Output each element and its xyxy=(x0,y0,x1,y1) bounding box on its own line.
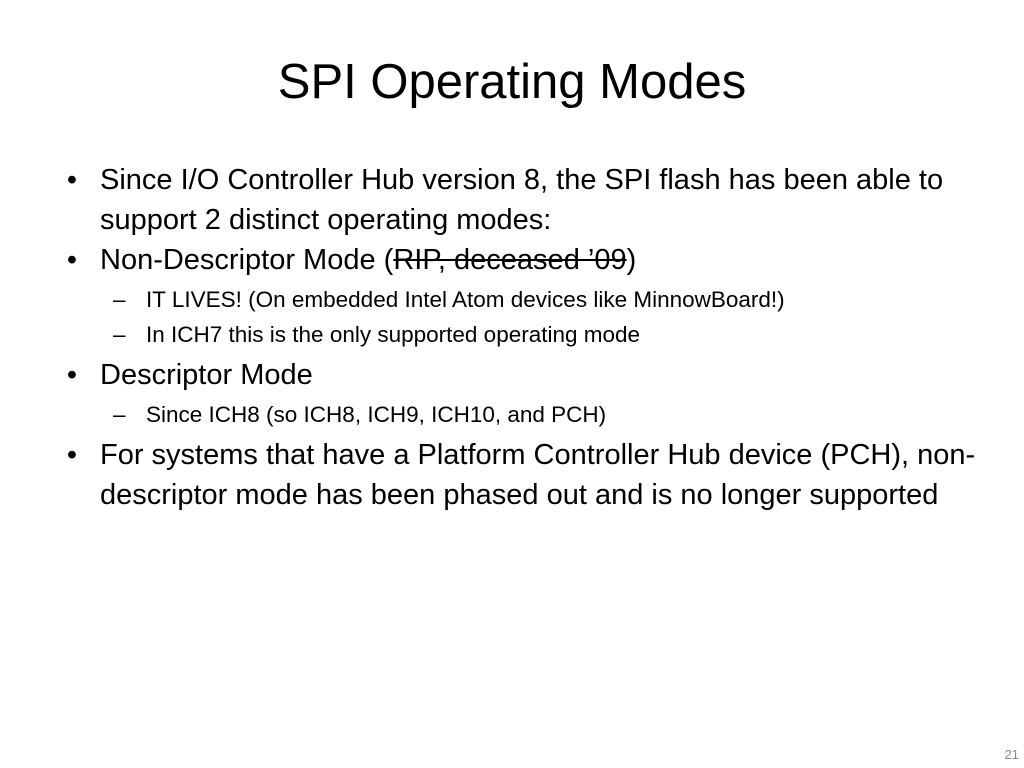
bullet-text-before: Non-Descriptor Mode ( xyxy=(100,244,394,276)
sub-bullet-item xyxy=(62,285,982,315)
sub-bullet-text: In ICH7 this is the only supported operating mode xyxy=(146,322,641,347)
bullet-item xyxy=(62,240,982,280)
dash-icon: – xyxy=(113,287,126,312)
bullet-icon: • xyxy=(66,244,78,276)
sub-bullet-item xyxy=(62,320,982,350)
dash-icon: – xyxy=(113,322,126,347)
slide-body xyxy=(62,160,982,515)
bullet-item xyxy=(62,355,982,395)
sub-bullet-text: Since ICH8 (so ICH8, ICH9, ICH10, and PCH) xyxy=(146,402,607,427)
bullet-icon: • xyxy=(66,359,78,391)
slide-title: SPI Operating Modes xyxy=(277,55,747,109)
bullet-item xyxy=(62,435,982,515)
strikethrough-text: RIP, deceased ’09 xyxy=(393,244,627,276)
bullet-text-after: ) xyxy=(626,244,637,276)
bullet-text: For systems that have a Platform Controller Hub device (PCH), non-descriptor mode has been phased out and is no longer supported xyxy=(100,439,976,511)
bullet-icon: • xyxy=(66,164,78,196)
dash-icon: – xyxy=(113,402,126,427)
bullet-icon: • xyxy=(66,439,78,471)
sub-bullet-text: IT LIVES! (On embedded Intel Atom devices like MinnowBoard!) xyxy=(146,287,785,312)
bullet-text xyxy=(100,244,636,276)
bullet-text: Since I/O Controller Hub version 8, the SPI flash has been able to support 2 distinct operating modes: xyxy=(100,164,944,236)
bullet-text: Descriptor Mode xyxy=(100,359,313,391)
page-number: 21 xyxy=(1004,747,1019,762)
sub-bullet-item xyxy=(62,400,982,430)
bullet-item xyxy=(62,160,982,240)
